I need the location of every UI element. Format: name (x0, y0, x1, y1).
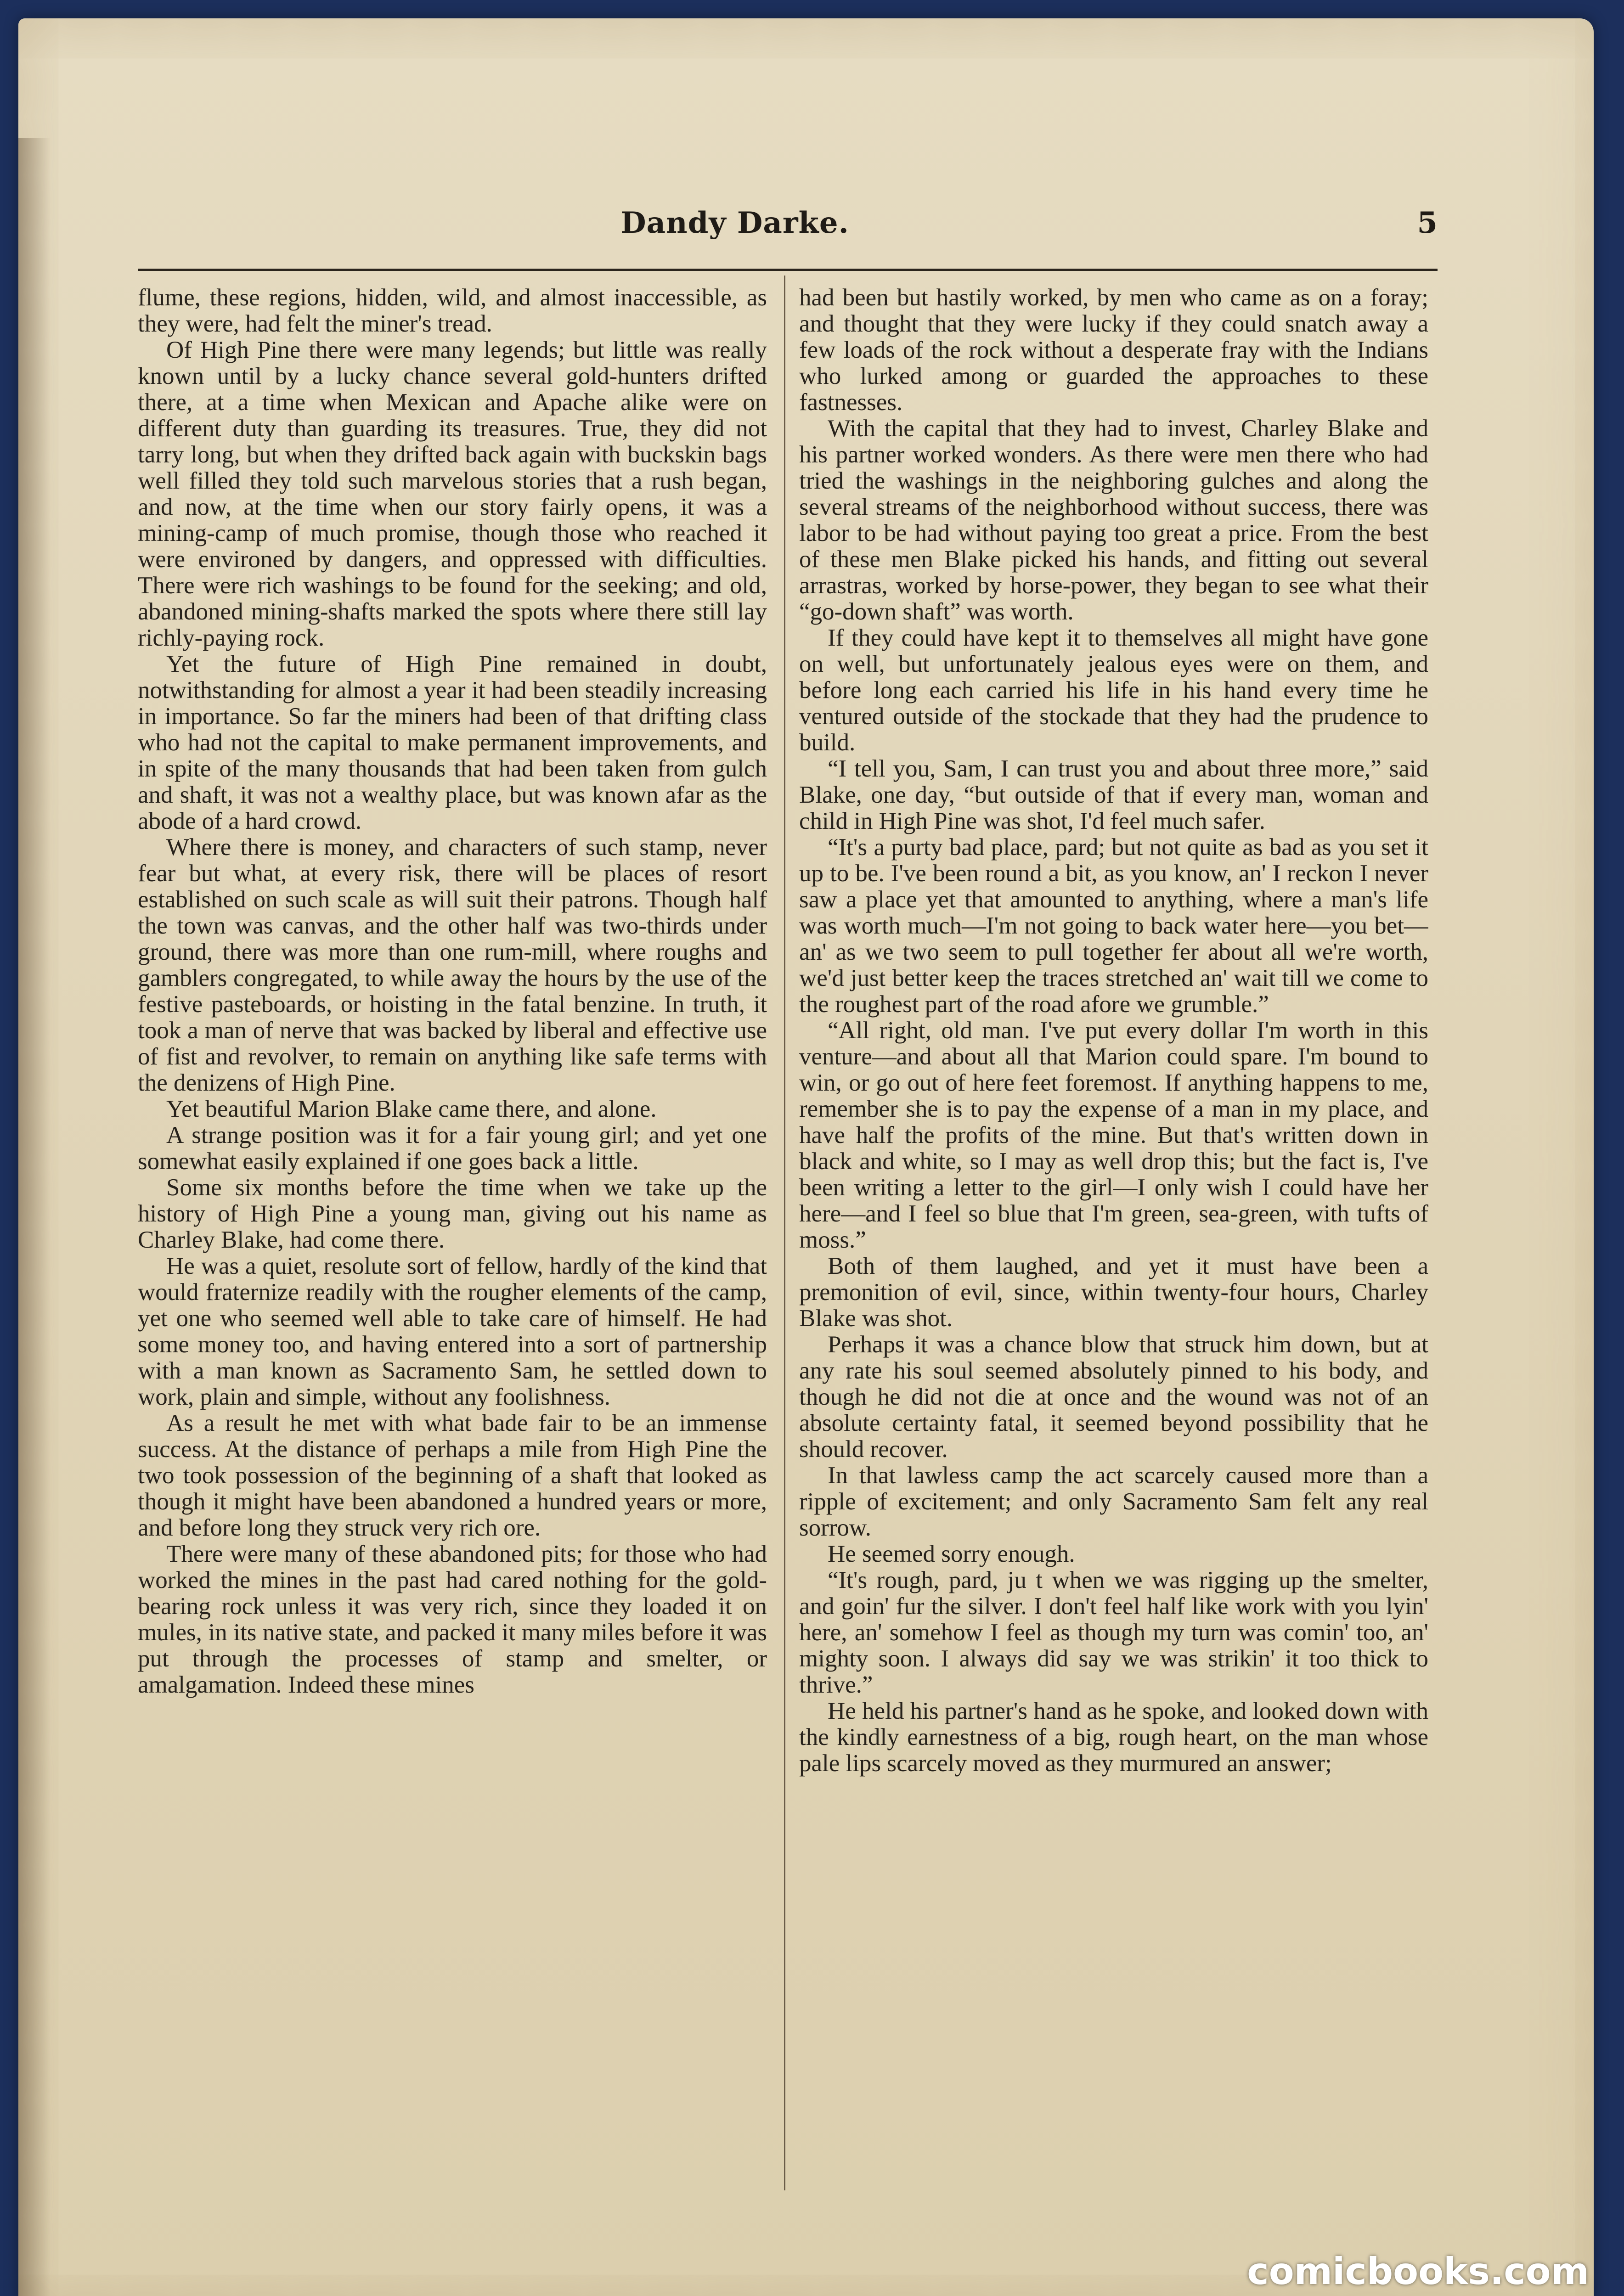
page-number: 5 (1417, 206, 1438, 240)
paragraph: A strange position was it for a fair young girl; and yet one somewhat easily explained if one goes back a little. (138, 1122, 767, 1175)
paragraph: “It's rough, pard, ju t when we was rigging up the smelter, and goin' fur the silver. I don't feel half like work with you lyin' here, an' somehow I feel as though my turn was comin' too, an' mighty soon. I always did say we was strikin' it too thick to thrive.” (799, 1567, 1428, 1698)
paragraph: Perhaps it was a chance blow that struck him down, but at any rate his soul seemed absolutely pinned to his body, and though he did not die at once and the wound was not of an absolute certainty fatal, it seemed beyond possibility that he should recover. (799, 1331, 1428, 1463)
right-column (799, 285, 1428, 2195)
paragraph: Some six months before the time when we take up the history of High Pine a young man, giving out his name as Charley Blake, had come there. (138, 1174, 767, 1253)
paragraph: Both of them laughed, and yet it must have been a premonition of evil, since, within twenty-four hours, Charley Blake was shot. (799, 1253, 1428, 1332)
paragraph: “It's a purty bad place, pard; but not quite as bad as you set it up to be. I've been round a bit, as you know, an' I reckon I never saw a place yet that amounted to anything, where a man's life was worth much—I'm not going to back water here—you bet—an' as we two seem to pull together fer about all we're worth, we'd just better keep the traces stretched an' wait till we come to the roughest part of the road afore we grumble.” (799, 834, 1428, 1018)
paragraph: Where there is money, and characters of such stamp, never fear but what, at every risk, there will be places of resort established on such scale as will suit their patrons. Though half the town was canvas, and the other half was two-thirds under ground, there was more than one rum-mill, where roughs and gamblers congregated, to while away the hours by the use of the festive pasteboards, or hoisting in the fatal benzine. In truth, it took a man of nerve that was backed by liberal and effective use of fist and revolver, to remain on anything like safe terms with the denizens of High Pine. (138, 834, 767, 1096)
header-rule (138, 269, 1438, 271)
paragraph: In that lawless camp the act scarcely caused more than a ripple of excitement; and only Sacramento Sam felt any real sorrow. (799, 1462, 1428, 1541)
paragraph: There were many of these abandoned pits; for those who had worked the mines in the past had cared nothing for the gold-bearing rock unless it was very rich, since they loaded it on mules, in its native state, and packed it many miles before it was put through the processes of stamp and smelter, or amalgamation. Indeed these mines (138, 1541, 767, 1698)
running-head: Dandy Darke. (620, 206, 849, 240)
paragraph: With the capital that they had to invest, Charley Blake and his partner worked wonders. As there were men there who had tried the washings in the neighboring gulches and along the several streams of the neighborhood without success, there was labor to be had without paying too great a price. From the best of these men Blake picked his hands, and fitting out several arrastras, worked by horse-power, they began to see what their “go-down shaft” was worth. (799, 415, 1428, 625)
paragraph: He seemed sorry enough. (828, 1541, 1075, 1567)
paragraph: Yet the future of High Pine remained in doubt, notwithstanding for almost a year it had been steadily increasing in importance. So far the miners had been of that drifting class who had not the capital to make permanent improvements, and in spite of the many thousands that had been taken from gulch and shaft, it was not a wealthy place, but was known afar as the abode of a hard crowd. (138, 651, 767, 834)
column-divider (784, 276, 785, 2190)
page-gutter-shadow (18, 138, 51, 2296)
paragraph: Yet beautiful Marion Blake came there, and alone. (166, 1096, 657, 1122)
paragraph: “I tell you, Sam, I can trust you and about three more,” said Blake, one day, “but outside of that if every man, woman and child in High Pine was shot, I'd feel much safer. (799, 755, 1428, 834)
watermark: comicbooks.com (1247, 2250, 1589, 2293)
paragraph: He held his partner's hand as he spoke, and looked down with the kindly earnestness of a big, rough heart, on the man whose pale lips scarcely moved as they murmured an answer; (799, 1698, 1428, 1777)
paragraph: “All right, old man. I've put every dollar I'm worth in this venture—and about all that Marion could spare. I'm bound to win, or go out of here feet foremost. If anything happens to me, remember she is to pay the expense of a man in my place, and have half the profits of the mine. But that's written down in black and white, so I may as well drop this; but the fact is, I've been writing a letter to the girl—I only wish I could have her here—and I feel so blue that I'm green, sea-green, with tufts of moss.” (799, 1017, 1428, 1253)
paragraph: If they could have kept it to themselves all might have gone on well, but unfortunately jealous eyes were on them, and before long each carried his life in his hand every time he ventured outside of the stockade that they had the prudence to build. (799, 625, 1428, 756)
paragraph: Of High Pine there were many legends; but little was really known until by a lucky chance several gold-hunters drifted there, at a time when Mexican and Apache alike were on different duty than guarding its treasures. True, they did not tarry long, but when they drifted back again with buckskin bags well filled they told such marvelous stories that a rush began, and now, at the time when our story fairly opens, it was a mining-camp of much promise, though those who reached it were environed by dangers, and oppressed with difficulties. There were rich washings to be found for the seeking; and old, abandoned mining-shafts marked the spots where there still lay richly-paying rock. (138, 337, 767, 651)
paragraph: flume, these regions, hidden, wild, and almost inaccessible, as they were, had felt the miner's tread. (138, 285, 767, 337)
left-column (138, 285, 767, 2195)
paragraph: He was a quiet, resolute sort of fellow, hardly of the kind that would fraternize readily with the rougher elements of the camp, yet one who seemed well able to take care of himself. He had some money too, and having entered into a sort of partnership with a man known as Sacramento Sam, he settled down to work, plain and simple, without any foolishness. (138, 1253, 767, 1410)
paragraph: had been but hastily worked, by men who came as on a foray; and thought that they were lucky if they could snatch away a few loads of the rock without a desperate fray with the Indians who lurked among or guarded the approaches to these fastnesses. (799, 285, 1428, 416)
paragraph: As a result he met with what bade fair to be an immense success. At the distance of perhaps a mile from High Pine the two took possession of the beginning of a shaft that looked as though it might have been abandoned a hundred years or more, and before long they struck very rich ore. (138, 1410, 767, 1541)
